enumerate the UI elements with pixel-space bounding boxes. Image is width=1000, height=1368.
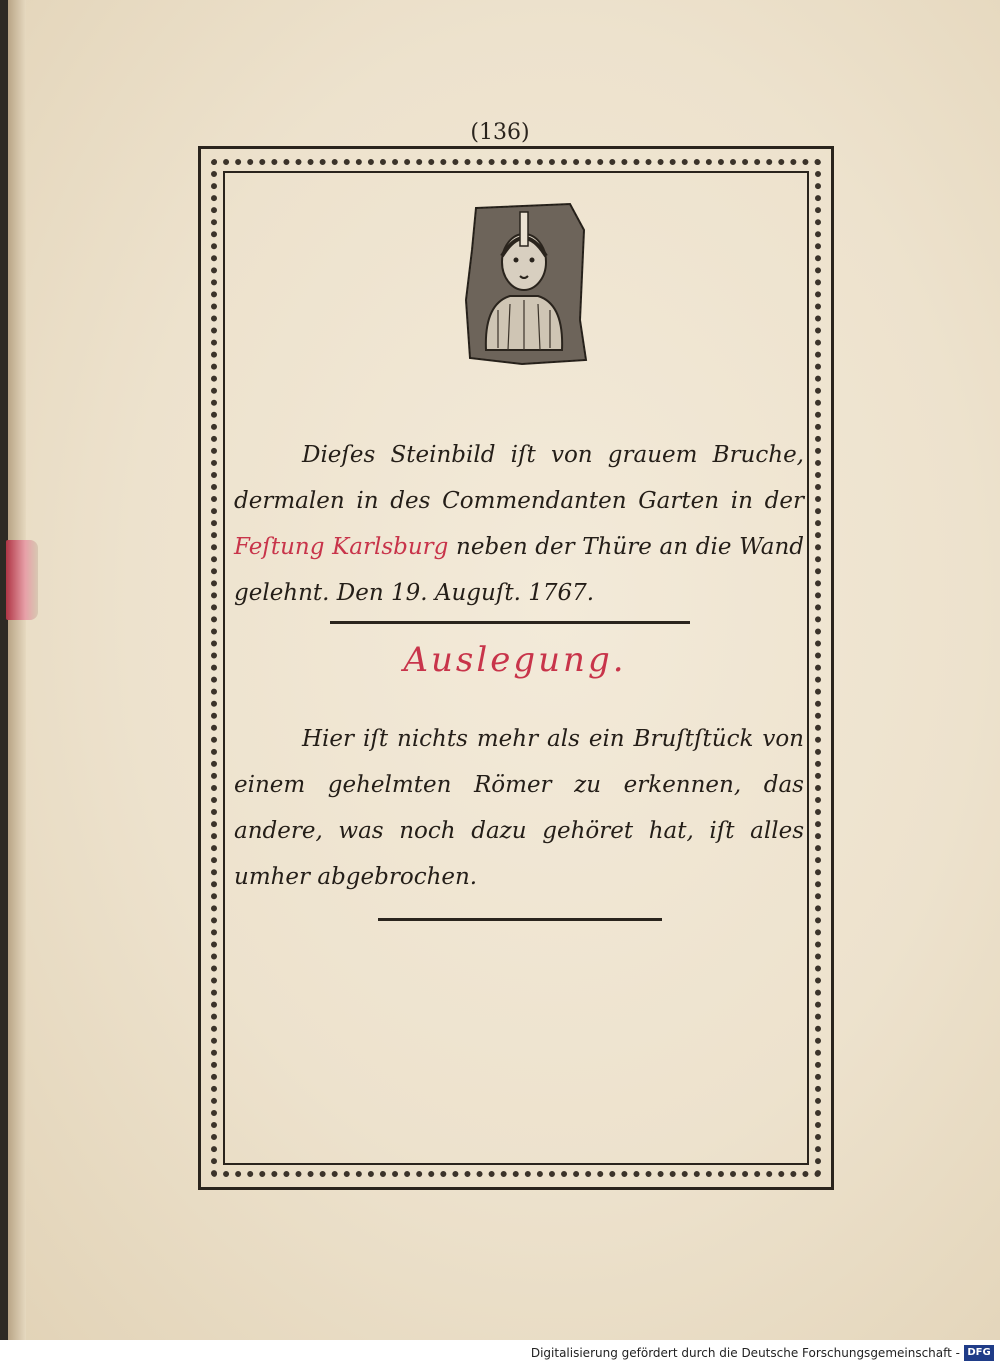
section-heading: Auslegung.: [403, 640, 627, 680]
caption-line-4: Wand gelehnt. Den 19. Auguſt. 1767.: [234, 534, 804, 606]
caption-line-1: Dieſes Steinbild iſt von grauem Bruche,: [302, 442, 804, 468]
dfg-logo-icon: DFG: [964, 1345, 994, 1361]
divider-rule-top: [330, 621, 690, 624]
caption-line-3: neben der Thüre an die: [448, 534, 732, 560]
stone-relief-bust-icon: [462, 200, 588, 366]
caption-highlight-place: Feſtung Karlsburg: [234, 534, 449, 560]
bookmark-ribbon: [6, 540, 38, 620]
caption-line-2: dermalen in des Commendanten Garten in der: [234, 488, 804, 514]
footer-credit: Digitalisierung gefördert durch die Deutsche Forschungsgemeinschaft -: [530, 1346, 960, 1360]
section-body: Hier iſt nichts mehr als ein Bruſtſtück von einem gehelmten Römer zu erkennen, das andere, was noch dazu gehöret hat, iſt alles umher abgebrochen.: [234, 726, 804, 890]
caption-text: [234, 432, 804, 616]
page-edge: [8, 0, 26, 1340]
digitization-footer: [0, 1340, 1000, 1368]
page-number: (136): [470, 120, 530, 145]
divider-rule-bottom: [378, 918, 662, 921]
